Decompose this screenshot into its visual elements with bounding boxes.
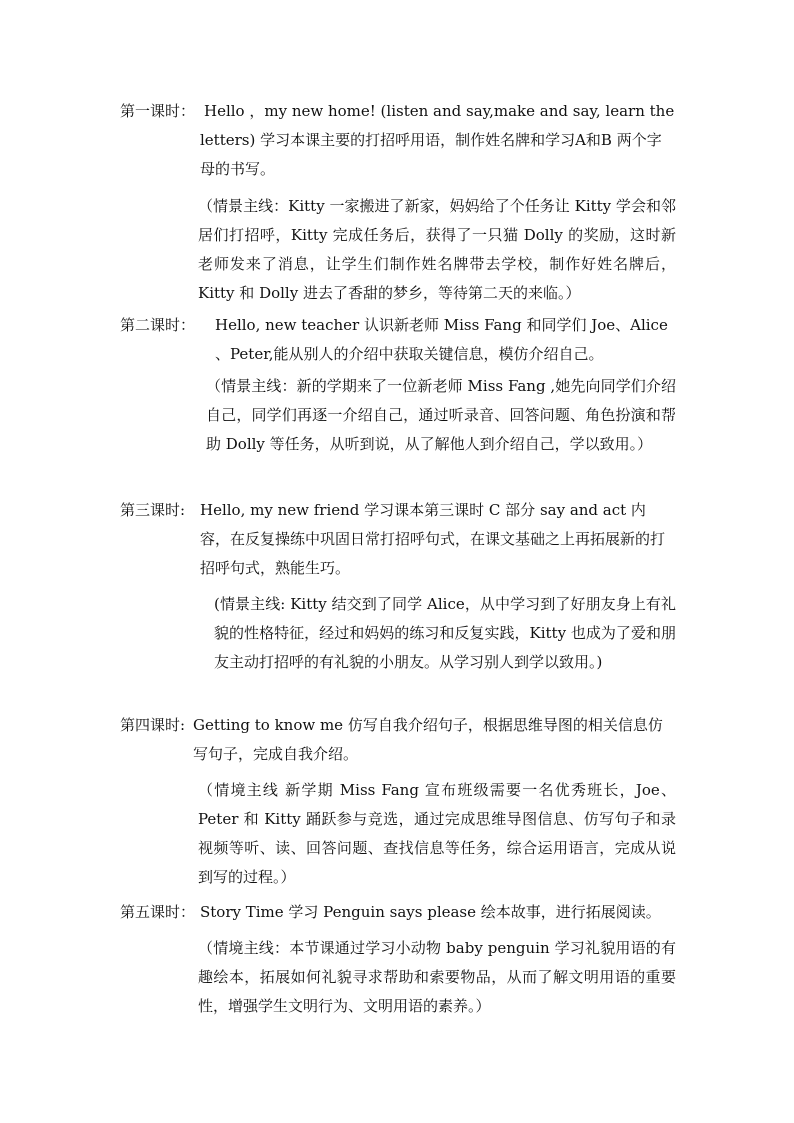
lesson-4	[120, 711, 680, 769]
lesson-3-text: Hello, my new friend 学习课本第三课时 C 部分 say and act 内容，在反复操练中巩固日常打招呼句式，在课文基础之上再拓展新的打招呼句式，熟能生巧。	[200, 501, 666, 577]
lesson-1-label: 第一课时：	[120, 102, 196, 120]
lesson-1-text: Hello ，my new home! (listen and say,make and say, learn the letters) 学习本课主要的打招呼用语，制作姓名牌和学习A和B 两个字母的书写。	[200, 102, 675, 178]
lesson-2-head	[120, 311, 680, 369]
lesson-4-scenario: （情境主线 新学期 Miss Fang 宣布班级需要一名优秀班长，Joe、Peter 和 Kitty 踊跃参与竞选，通过完成思维导图信息、仿写句子和录视频等听、读、回答问题、查找信息等任务，综合运用语言，完成从说到写的过程。）	[198, 781, 676, 886]
lesson-5-label: 第五课时：	[120, 903, 196, 921]
lesson-3-label: 第三课时:	[120, 501, 186, 519]
lesson-1	[120, 97, 680, 184]
lesson-2-text: Hello, new teacher 认识新老师 Miss Fang 和同学们 Joe、Alice 、Peter,能从别人的介绍中获取关键信息，模仿介绍自己。	[215, 316, 668, 363]
lesson-5-text: Story Time 学习 Penguin says please 绘本故事，进行拓展阅读。	[200, 903, 661, 921]
lesson-3-scenario: (情景主线: Kitty 结交到了同学 Alice，从中学习到了好朋友身上有礼貌的性格特征，经过和妈妈的练习和反复实践，Kitty 也成为了爱和朋友主动打招呼的有礼貌的小朋友。从学习别人到学以致用。)	[214, 595, 676, 671]
lesson-3-head	[120, 496, 680, 583]
lesson-1-scenario: （情景主线：Kitty 一家搬进了新家，妈妈给了个任务让 Kitty 学会和邻居们打招呼，Kitty 完成任务后，获得了一只猫 Dolly 的奖励，这时新老师发来了消息，让学生们制作姓名牌带去学校，制作好姓名牌后，Kitty 和 Dolly 进去了香甜的梦乡，等待第二天的来临。）	[198, 197, 676, 302]
lesson-4-label: 第四课时:	[120, 716, 186, 734]
lesson-5	[120, 898, 680, 927]
lesson-2-scenario: （情景主线：新的学期来了一位新老师 Miss Fang ,她先向同学们介绍自己，同学们再逐一介绍自己，通过听录音、回答问题、角色扮演和帮助 Dolly 等任务，从听到说，从了解他人到介绍自己，学以致用。）	[206, 377, 676, 453]
lesson-4-head	[120, 711, 680, 769]
lesson-2-label: 第二课时：	[120, 316, 196, 334]
lesson-4-text: Getting to know me 仿写自我介绍句子，根据思维导图的相关信息仿写句子，完成自我介绍。	[193, 716, 663, 763]
lesson-5-head	[120, 898, 680, 927]
lesson-3	[120, 496, 680, 583]
lesson-5-scenario: （情境主线：本节课通过学习小动物 baby penguin 学习礼貌用语的有趣绘本，拓展如何礼貌寻求帮助和索要物品，从而了解文明用语的重要性，增强学生文明行为、文明用语的素养。）	[198, 939, 676, 1015]
lesson-1-head	[120, 97, 680, 184]
lesson-2	[120, 311, 680, 369]
